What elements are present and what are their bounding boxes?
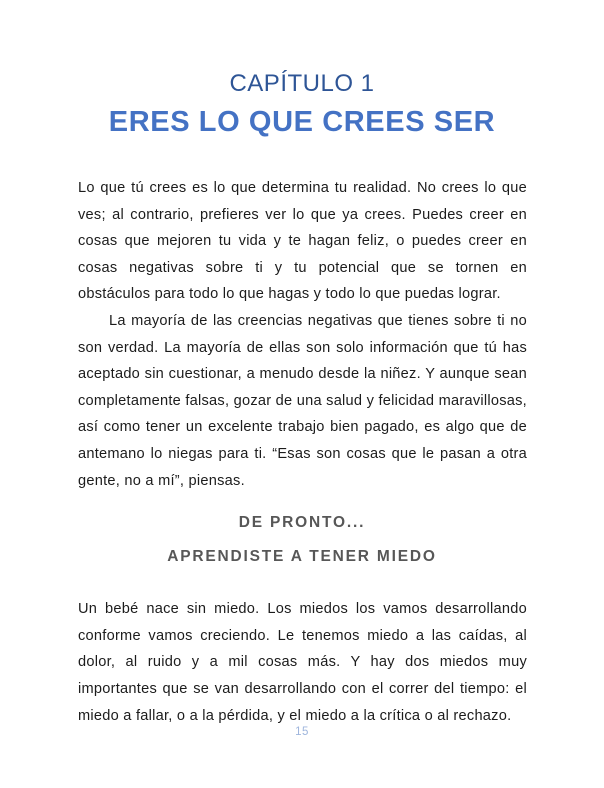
intro-text-block [78,175,527,494]
section-subheading-line2: APRENDISTE A TENER MIEDO [167,548,437,566]
body-paragraph: La mayoría de las creencias negativas que tienes sobre ti no son verdad. La mayoría de ellas son solo información que tú has aceptado sin cuestionar, a menudo desde la niñez. Y aunque sean completamente falsas, gozar de una salud y felicidad maravillosas, así como tener un excelente trabajo bien pagado, es algo que de antemano lo niegas para ti. “Esas son cosas que le pasan a otra gente, no a mí”, piensas. [78,312,527,489]
section-subheading-line1: DE PRONTO... [238,514,366,532]
chapter-label: CAPÍTULO 1 [229,70,375,97]
section-subheading [0,506,604,574]
after-subheading-text-block [78,596,527,729]
page-number: 15 [295,726,309,738]
body-paragraph: Lo que tú crees es lo que determina tu realidad. No crees lo que ves; al contrario, prefieres ver lo que ya crees. Puedes creer en cosas que mejoren tu vida y te hagan feliz, o puedes creer en cosas negativas sobre ti y tu potencial que se tornen en obstáculos para todo lo que hagas y todo lo que puedas lograr. [78,180,527,303]
page-title: ERES LO QUE CREES SER [108,106,496,138]
body-paragraph: Un bebé nace sin miedo. Los miedos los vamos desarrollando conforme vamos creciendo. Le tenemos miedo a las caídas, al dolor, al ruido y a mil cosas más. Y hay dos miedos muy importantes que se van desarrollando con el correr del tiempo: el miedo a fallar, o a la pérdida, y el miedo a la crítica o al rechazo. [78,601,527,724]
